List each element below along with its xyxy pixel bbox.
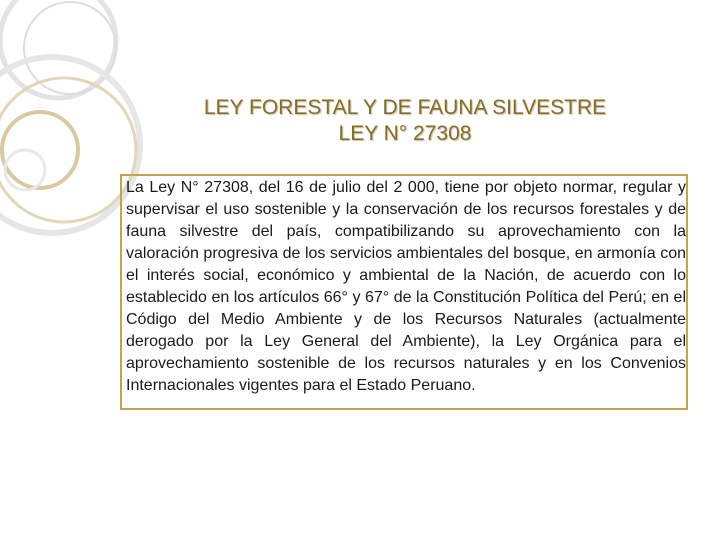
title-line-1: LEY FORESTAL Y DE FAUNA SILVESTRE [203,96,607,119]
title-line-2: LEY N° 27308 [338,122,472,145]
slide-title [110,95,700,147]
law-description-paragraph: La Ley N° 27308, del 16 de julio del 2 000, tiene por objeto normar, regular y supervisar el uso sostenible y la conservación de los recursos forestales y de fauna silvestre del país, compatibilizando su aprovechamiento con la valoración progresiva de los servicios ambientales del bosque, en armonía con el interés social, económico y ambiental de la Nación, de acuerdo con lo establecido en los artículos 66° y 67° de la Constitución Política del Perú; en el Código del Medio Ambiente y de los Recursos Naturales (actualmente derogado por la Ley General del Ambiente), la Ley Orgánica para el aprovechamiento sostenible de los recursos naturales y en los Convenios Internacionales vigentes para el Estado Peruano. [126,179,686,394]
